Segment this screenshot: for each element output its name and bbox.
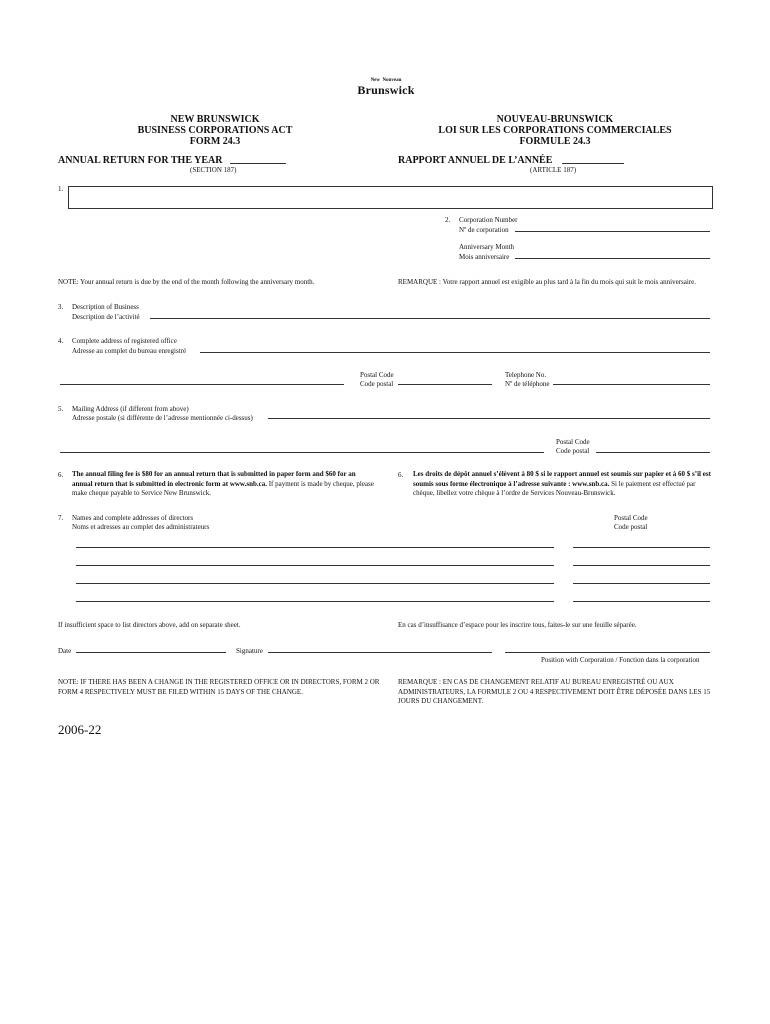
date-field[interactable] bbox=[76, 652, 226, 653]
directors-postal-label-en: Postal Code bbox=[614, 514, 648, 522]
mailing-postal-label-en: Postal Code bbox=[556, 438, 590, 446]
title-fr: RAPPORT ANNUEL DE L’ANNÉE bbox=[398, 155, 553, 166]
item3-number: 3. bbox=[58, 303, 64, 311]
date-label: Date bbox=[58, 647, 72, 655]
telephone-label-fr: Nº de téléphone bbox=[505, 380, 550, 388]
corp-number-field[interactable] bbox=[515, 231, 710, 232]
filing-fee-rest-fr: Si le paiement est effectué par chèque, libellez votre chèque à l’ordre de Services Nouveau-Brunswick. bbox=[413, 479, 696, 497]
position-label: Position with Corporation / Fonction dans la corporation bbox=[541, 656, 700, 664]
insufficient-space-en: If insufficient space to list directors above, add on separate sheet. bbox=[58, 621, 241, 629]
registered-office-field[interactable] bbox=[200, 352, 710, 353]
directors-label-fr: Noms et adresses au complet des administrateurs bbox=[72, 523, 210, 531]
mailing-postal-label-fr: Code postal bbox=[556, 447, 590, 455]
logo-small-text: New Nouveau bbox=[370, 78, 402, 83]
postal-code-label-fr: Code postal bbox=[360, 380, 394, 388]
anniv-month-field[interactable] bbox=[515, 258, 710, 259]
postal-code-label-en: Postal Code bbox=[360, 371, 394, 379]
note-due-en: NOTE: Your annual return is due by the end of the month following the anniversary month. bbox=[58, 278, 315, 286]
registered-office-field-line2[interactable] bbox=[60, 384, 344, 385]
item6-number-fr: 6. bbox=[398, 471, 404, 479]
logo-wordmark: Brunswick bbox=[357, 83, 415, 97]
note-change-en: NOTE: IF THERE HAS BEEN A CHANGE IN THE REGISTERED OFFICE OR IN DIRECTORS, FORM 2 OR FORM 4 RESPECTIVELY MUST BE FILED WITHIN 15 DAYS OF THE CHANGE. bbox=[58, 678, 380, 696]
corp-number-label-en: Corporation Number bbox=[459, 216, 518, 224]
mailing-address-label-en: Mailing Address (if different from above) bbox=[72, 405, 189, 413]
filing-fee-bold-en: The annual filing fee is $80 for an annual return that is submitted in paper form and $60 for an annual return that is submitted in electronic form at www.snb.ca. bbox=[72, 470, 356, 488]
business-desc-label-fr: Description de l’activité bbox=[72, 313, 140, 321]
filing-fee-text-en bbox=[72, 470, 377, 499]
director-2-postal-field[interactable] bbox=[573, 565, 710, 566]
director-4-postal-field[interactable] bbox=[573, 601, 710, 602]
title-en: ANNUAL RETURN FOR THE YEAR bbox=[58, 155, 223, 166]
item4-number: 4. bbox=[58, 337, 64, 345]
item6-number-en: 6. bbox=[58, 471, 64, 479]
header-fr-line1: NOUVEAU-BRUNSWICK bbox=[496, 114, 614, 125]
signature-field[interactable] bbox=[268, 652, 492, 653]
article-fr: (ARTICLE 187) bbox=[530, 166, 577, 174]
business-desc-label-en: Description of Business bbox=[72, 303, 139, 311]
item5-number: 5. bbox=[58, 405, 64, 413]
header-fr-line2: LOI SUR LES CORPORATIONS COMMERCIALES bbox=[438, 125, 672, 136]
insufficient-space-fr: En cas d’insuffisance d’espace pour les inscrire tous, faites-le sur une feuille séparée. bbox=[398, 621, 637, 629]
telephone-label-en: Telephone No. bbox=[505, 371, 547, 379]
header-en-line2: BUSINESS CORPORATIONS ACT bbox=[137, 125, 293, 136]
item7-number: 7. bbox=[58, 514, 64, 522]
filing-fee-rest-en: If payment is made by cheque, please make cheque payable to Service New Brunswick. bbox=[72, 479, 374, 497]
header-fr bbox=[425, 114, 685, 147]
form-code: 2006-22 bbox=[58, 722, 102, 737]
filing-fee-bold-fr: Les droits de dépôt annuel s’élèvent à 80 $ si le rapport annuel est soumis sur papier et à 60 $ s’il est soumis sous forme électronique à l’adresse suivante : www.snb.ca. bbox=[413, 470, 711, 488]
director-2-field[interactable] bbox=[76, 565, 554, 566]
corporation-name-field[interactable] bbox=[68, 186, 713, 209]
mailing-address-field[interactable] bbox=[268, 418, 710, 419]
business-desc-field[interactable] bbox=[150, 318, 710, 319]
directors-label-en: Names and complete addresses of directors bbox=[72, 514, 194, 522]
year-field-fr[interactable] bbox=[562, 163, 624, 164]
director-3-field[interactable] bbox=[76, 583, 554, 584]
registered-office-label-fr: Adresse au complet du bureau enregistré bbox=[72, 347, 187, 355]
director-1-field[interactable] bbox=[76, 547, 554, 548]
note-change-fr: REMARQUE : EN CAS DE CHANGEMENT RELATIF AU BUREAU ENREGISTRÉ OU AUX ADMINISTRATEURS, LA FORMULE 2 OU 4 RESPECTIVEMENT DOIT ÊTRE DÉPOSÉE DANS LES 15 JOURS DU CHANGEMENT. bbox=[398, 678, 711, 705]
signature-label: Signature bbox=[236, 647, 263, 655]
header-en-line3: FORM 24.3 bbox=[189, 136, 241, 147]
header-fr-line3: FORMULE 24.3 bbox=[519, 136, 591, 147]
director-1-postal-field[interactable] bbox=[573, 547, 710, 548]
telephone-field[interactable] bbox=[553, 384, 710, 385]
mailing-address-field-line2[interactable] bbox=[60, 452, 544, 453]
directors-postal-label-fr: Code postal bbox=[614, 523, 648, 531]
header-en bbox=[110, 114, 320, 147]
anniv-month-label-fr: Mois anniversaire bbox=[459, 253, 510, 261]
anniv-month-label-en: Anniversary Month bbox=[459, 243, 515, 251]
registered-office-postal-field[interactable] bbox=[398, 384, 492, 385]
header-en-line1: NEW BRUNSWICK bbox=[170, 114, 260, 125]
section-en: (SECTION 187) bbox=[190, 166, 237, 174]
director-4-field[interactable] bbox=[76, 601, 554, 602]
nb-logo bbox=[356, 78, 416, 100]
position-field[interactable] bbox=[505, 652, 710, 653]
corp-number-label-fr: Nº de corporation bbox=[459, 226, 509, 234]
mailing-postal-field[interactable] bbox=[596, 452, 710, 453]
director-3-postal-field[interactable] bbox=[573, 583, 710, 584]
item1-number: 1. bbox=[58, 185, 64, 193]
item2-number: 2. bbox=[445, 216, 451, 224]
mailing-address-label-fr: Adresse postale (si différente de l’adresse mentionnée ci-dessus) bbox=[72, 414, 253, 422]
registered-office-label-en: Complete address of registered office bbox=[72, 337, 177, 345]
year-field-en[interactable] bbox=[230, 163, 286, 164]
filing-fee-text-fr bbox=[413, 470, 713, 499]
note-due-fr: REMARQUE : Votre rapport annuel est exigible au plus tard à la fin du mois qui suit le mois anniversaire. bbox=[398, 278, 696, 286]
